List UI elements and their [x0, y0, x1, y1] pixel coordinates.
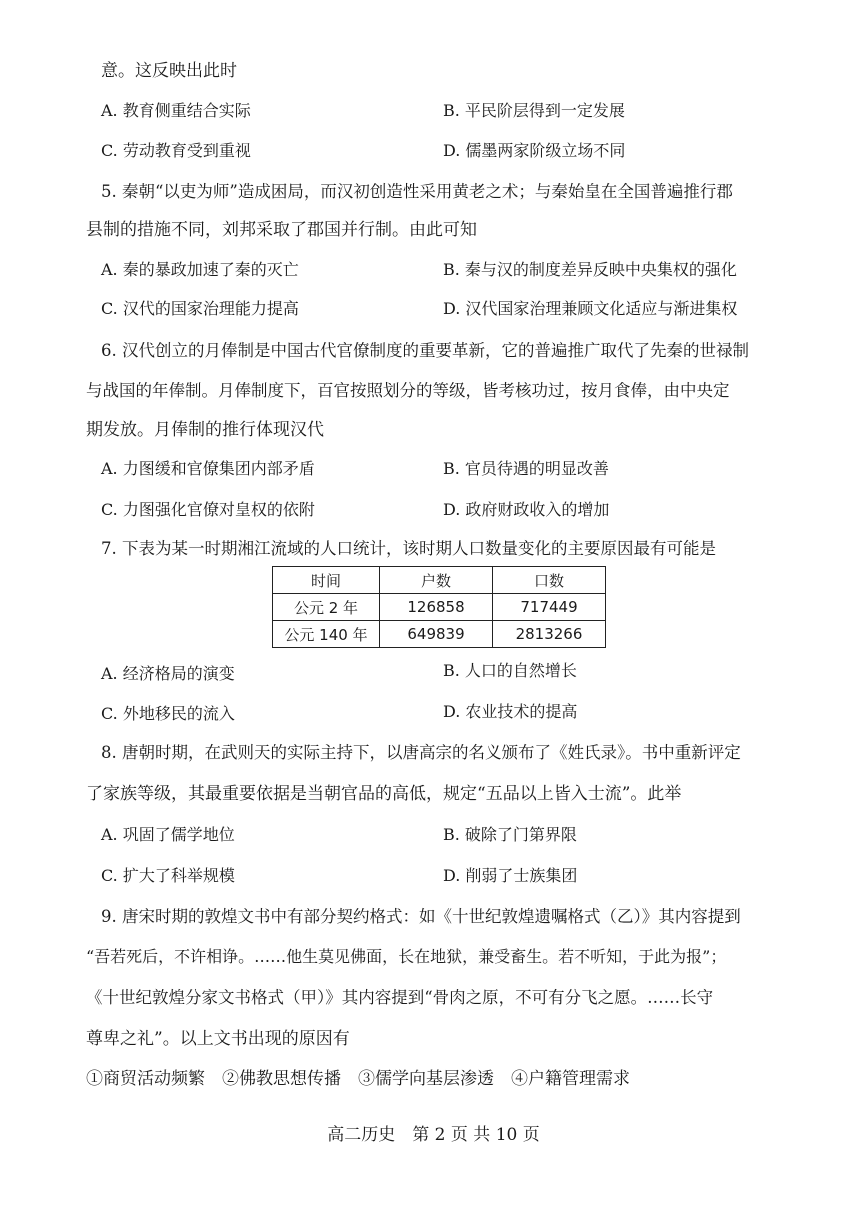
table-header-population: 口数 [493, 567, 606, 594]
q6-option-c: C. 力图强化官僚对皇权的依附 [101, 500, 315, 519]
q4-option-a: A. 教育侧重结合实际 [101, 101, 251, 120]
q7-option-b: B. 人口的自然增长 [443, 661, 577, 680]
q5-option-a: A. 秦的暴政加速了秦的灭亡 [101, 260, 299, 279]
q4-option-b: B. 平民阶层得到一定发展 [443, 101, 625, 120]
q4-option-c: C. 劳动教育受到重视 [101, 141, 251, 160]
q8-option-b: B. 破除了门第界限 [443, 825, 577, 844]
table-cell: 126858 [380, 594, 493, 621]
table-row [273, 621, 606, 648]
question-4-tail: 意。这反映出此时 [101, 61, 237, 81]
q8-option-a: A. 巩固了儒学地位 [101, 825, 235, 844]
question-6-line-3: 期发放。月俸制的推行体现汉代 [86, 420, 324, 440]
table-cell: 公元 2 年 [273, 594, 380, 621]
table-row [273, 594, 606, 621]
q4-option-d: D. 儒墨两家阶级立场不同 [443, 141, 626, 160]
q7-option-d: D. 农业技术的提高 [443, 702, 578, 721]
q5-option-d: D. 汉代国家治理兼顾文化适应与渐进集权 [443, 299, 738, 318]
q6-option-a: A. 力图缓和官僚集团内部矛盾 [101, 459, 315, 478]
question-8-line-2: 了家族等级，其最重要依据是当朝官品的高低，规定“五品以上皆入士流”。此举 [86, 784, 682, 804]
question-9-line-4: 尊卑之礼”。以上文书出现的原因有 [86, 1029, 350, 1049]
q6-option-d: D. 政府财政收入的增加 [443, 500, 610, 519]
question-6-line-1: 6. 汉代创立的月俸制是中国古代官僚制度的重要革新，它的普遍推广取代了先秦的世禄制 [101, 341, 749, 360]
q7-option-c: C. 外地移民的流入 [101, 704, 235, 723]
q8-option-d: D. 削弱了士族集团 [443, 866, 578, 885]
question-9-line-1: 9. 唐宋时期的敦煌文书中有部分契约格式：如《十世纪敦煌遗嘱格式（乙）》其内容提到 [101, 907, 741, 926]
q7-option-a: A. 经济格局的演变 [101, 664, 235, 683]
q5-option-c: C. 汉代的国家治理能力提高 [101, 299, 299, 318]
table-header-households: 户数 [380, 567, 493, 594]
question-6-line-2: 与战国的年俸制。月俸制度下，百官按照划分的等级，皆考核功过，按月食俸，由中央定 [86, 381, 730, 400]
table-cell: 717449 [493, 594, 606, 621]
question-5-line-1: 5. 秦朝“以吏为师”造成困局，而汉初创造性采用黄老之术；与秦始皇在全国普遍推行郡 [101, 182, 733, 201]
question-9-line-2: “吾若死后，不许相诤。……他生莫见佛面，长在地狱，兼受畜生。若不听知，于此为报”； [86, 947, 727, 966]
table-cell: 649839 [380, 621, 493, 648]
table-cell: 公元 140 年 [273, 621, 380, 648]
population-table [272, 566, 606, 648]
question-9-items: ①商贸活动频繁 ②佛教思想传播 ③儒学向基层渗透 ④户籍管理需求 [86, 1069, 630, 1089]
q6-option-b: B. 官员待遇的明显改善 [443, 459, 609, 478]
table-header-row [273, 567, 606, 594]
question-9-line-3: 《十世纪敦煌分家文书格式（甲）》其内容提到“骨肉之原，不可有分飞之愿。……长守 [86, 988, 714, 1007]
page-footer: 高二历史 第 2 页 共 10 页 [327, 1125, 540, 1145]
question-5-line-2: 县制的措施不同，刘邦采取了郡国并行制。由此可知 [86, 220, 477, 240]
table-cell: 2813266 [493, 621, 606, 648]
q8-option-c: C. 扩大了科举规模 [101, 866, 235, 885]
question-8-line-1: 8. 唐朝时期，在武则天的实际主持下，以唐高宗的名义颁布了《姓氏录》。书中重新评定 [101, 743, 741, 762]
table-header-time: 时间 [273, 567, 380, 594]
question-7-line-1: 7. 下表为某一时期湘江流域的人口统计，该时期人口数量变化的主要原因最有可能是 [101, 539, 716, 558]
q5-option-b: B. 秦与汉的制度差异反映中央集权的强化 [443, 260, 737, 279]
